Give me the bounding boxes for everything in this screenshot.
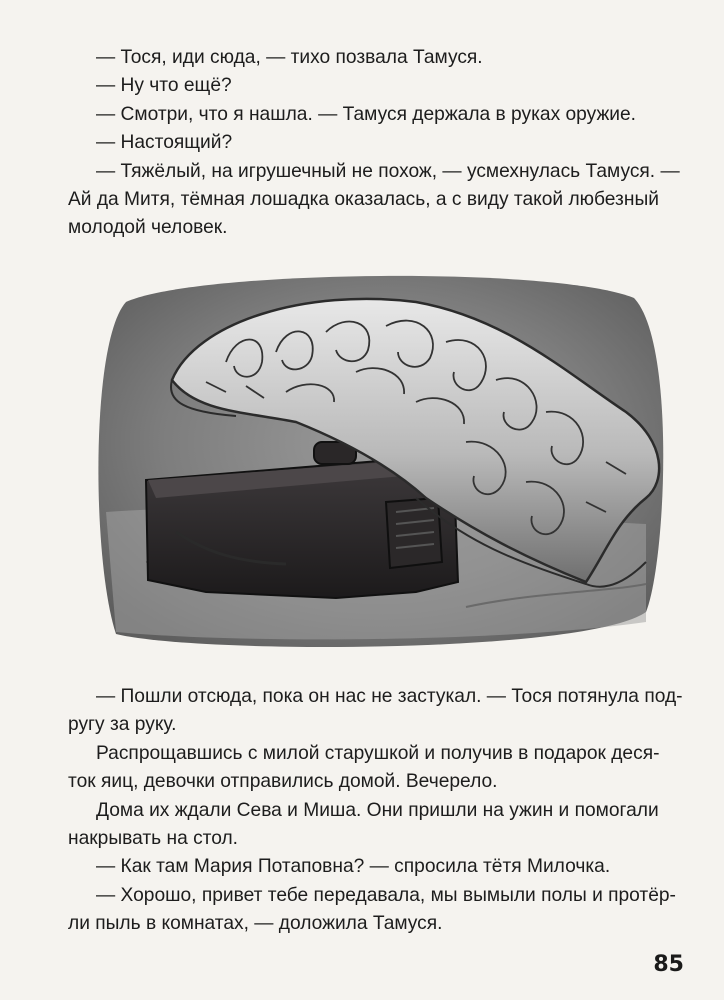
paragraph-line: ли пыль в комнатах, — доложила Тамуся. (68, 913, 443, 935)
paragraph-line: ток яиц, девочки отправились домой. Вечерело. (68, 771, 498, 793)
paragraph-line: — Смотри, что я нашла. — Тамуся держала в руках оружие. (96, 103, 637, 125)
paragraph-line: ругу за руку. (68, 714, 177, 736)
text-block-bottom (68, 683, 683, 939)
paragraph-line: молодой человек. (68, 217, 228, 239)
illustration-pistol-under-pillow (86, 262, 670, 654)
paragraph-line: — Хорошо, привет тебе передавала, мы вымыли полы и протёр- (96, 884, 676, 906)
paragraph-line: Ай да Митя, тёмная лошадка оказалась, а с виду такой любезный (68, 189, 659, 211)
page-number: 85 (653, 952, 684, 977)
paragraph-line: — Настоящий? (96, 132, 233, 154)
paragraph-line: накрывать на стол. (68, 828, 239, 850)
paragraph-line: — Ну что ещё? (96, 75, 232, 97)
paragraph-line: — Тяжёлый, на игрушечный не похож, — усмехнулась Тамуся. — (96, 160, 680, 182)
text-block-top (68, 44, 680, 243)
paragraph-line: — Тося, иди сюда, — тихо позвала Тамуся. (96, 47, 483, 68)
paragraph-line: Дома их ждали Сева и Миша. Они пришли на ужин и помогали (96, 799, 659, 821)
paragraph-line: — Как там Мария Потаповна? — спросила тётя Милочка. (96, 856, 611, 878)
paragraph-line: — Пошли отсюда, пока он нас не застукал. — Тося потянула под- (96, 686, 683, 707)
paragraph-line: Распрощавшись с милой старушкой и получив в подарок деся- (96, 742, 660, 764)
